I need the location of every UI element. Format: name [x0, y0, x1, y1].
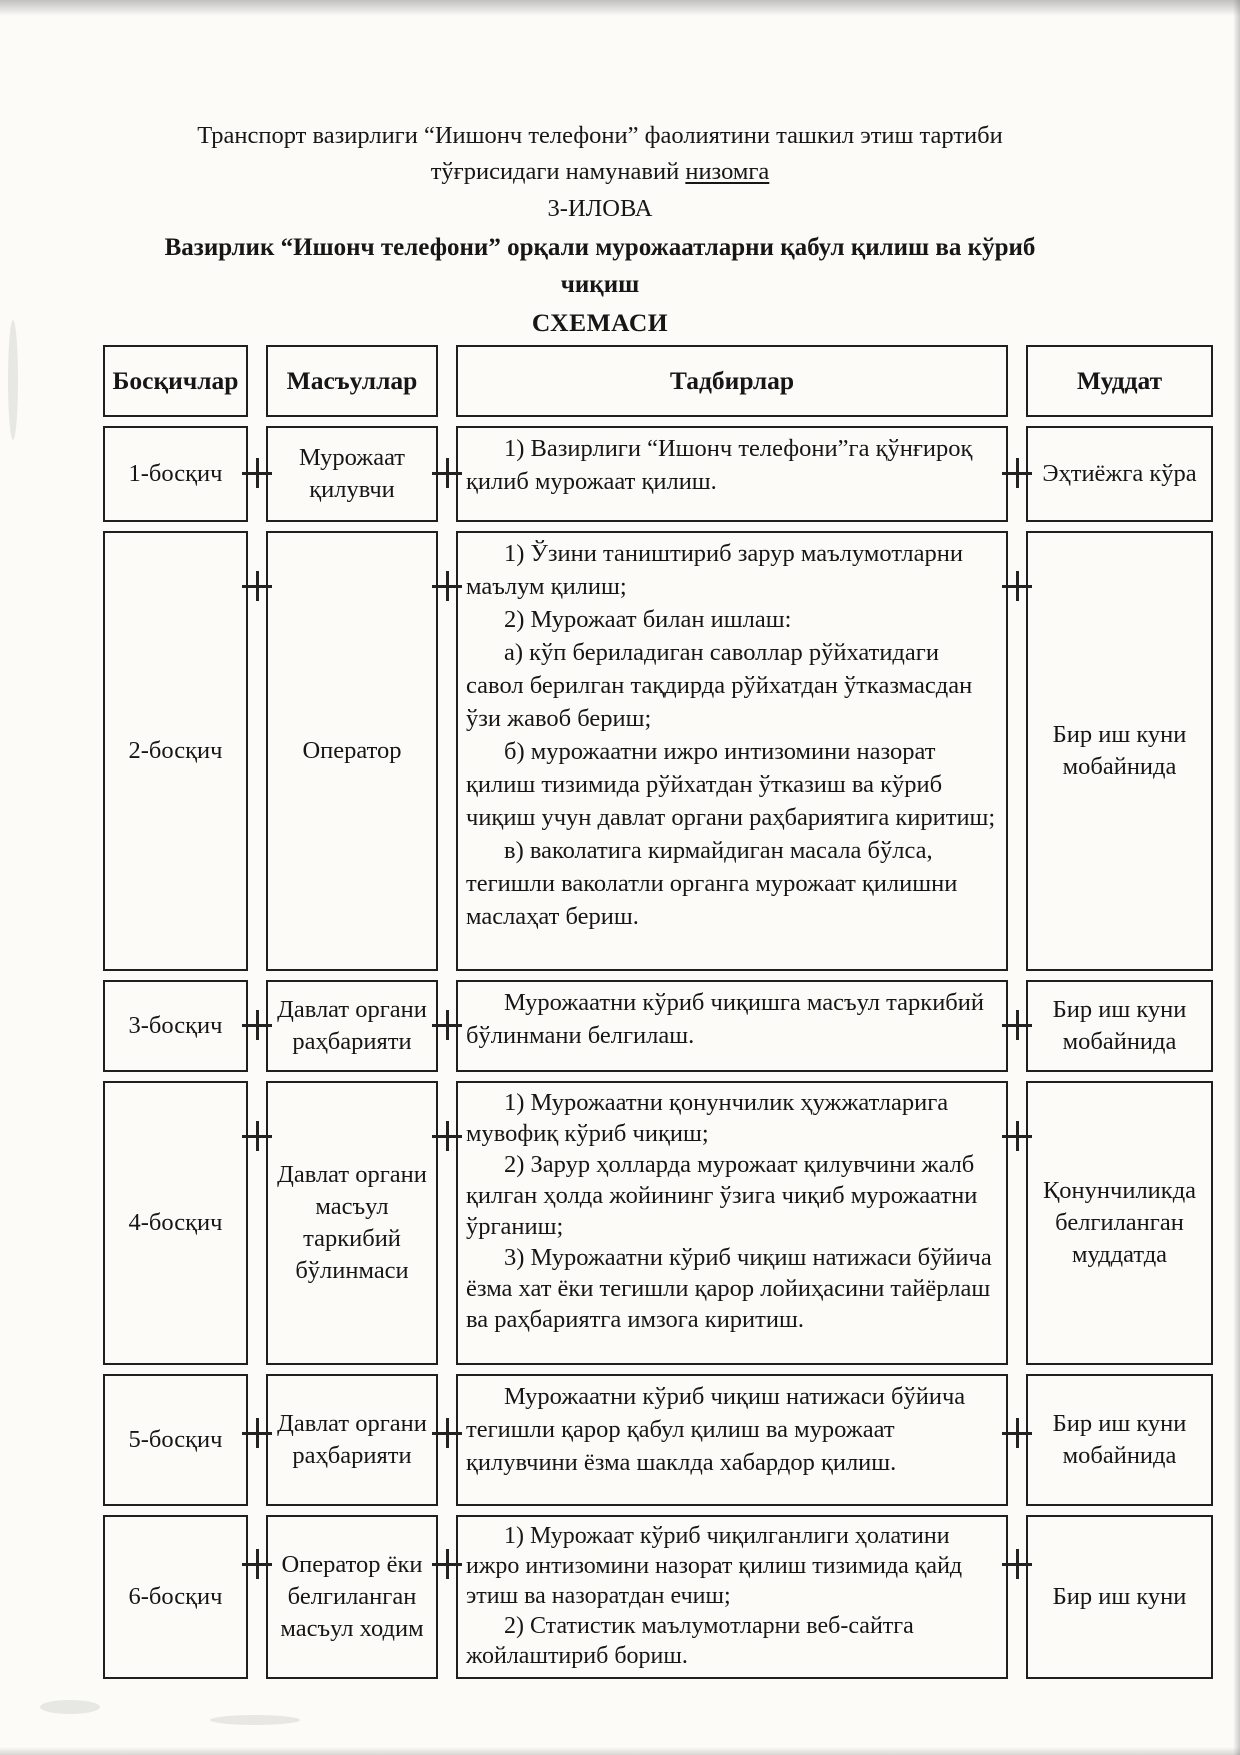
activities-cell	[456, 1081, 1008, 1365]
scan-noise	[8, 320, 18, 440]
table-row	[103, 1515, 1213, 1679]
connector-line	[1005, 1549, 1029, 1579]
activities-cell	[456, 980, 1008, 1072]
title-line-2-underlined: низомга	[685, 158, 770, 185]
connector-line	[435, 1010, 459, 1040]
activity-paragraph: 1) Вазирлиги “Ишонч телефони”га қўнғироқ қилиб мурожаат қилиш.	[466, 435, 973, 495]
connector-line	[435, 1549, 459, 1579]
activity-paragraph: 1) Мурожаат кўриб чиқилганлиги ҳолатини ижро интизомини назорат қилиш тизимида қайд этиш ва назоратдан ечиш;	[466, 1523, 963, 1609]
connector-line	[245, 1418, 269, 1448]
activity-paragraph: Мурожаатни кўриб чиқиш натижаси бўйича тегишли қарор қабул қилиш ва мурожаат қилувчини ёзма шаклда хабардор қилиш.	[466, 1383, 966, 1476]
activity-paragraph: Мурожаатни кўриб чиқишга масъул таркибий бўлинмани белгилаш.	[466, 989, 984, 1049]
schema-label: СХЕМАСИ	[531, 308, 669, 337]
activity-paragraph: 2) Мурожаат билан ишлаш:	[504, 606, 792, 633]
main-heading-line-1: Вазирлик “Ишонч телефони” орқали мурожаатларни қабул қилиш ва кўриб	[164, 234, 1036, 261]
stage-cell: 2-босқич	[103, 531, 248, 971]
main-heading	[70, 229, 1130, 303]
connector-line	[435, 1418, 459, 1448]
deadline-cell: Қонунчиликда белгиланган муддатда	[1026, 1081, 1213, 1365]
table-row	[103, 531, 1213, 971]
activity-paragraph: 1) Ўзини таништириб зарур маълумотларни маълум қилиш;	[466, 540, 963, 600]
activities-cell	[456, 426, 1008, 522]
connector-line	[245, 571, 269, 601]
title-line-1: Транспорт вазирлиги “Иишонч телефони” фаолиятини ташкил этиш тартиби	[197, 122, 1003, 149]
deadline-cell: Бир иш куни мобайнида	[1026, 1374, 1213, 1506]
deadline-cell: Эҳтиёжга кўра	[1026, 426, 1213, 522]
scan-noise	[210, 1715, 300, 1725]
document-title-block	[70, 118, 1130, 341]
stage-cell: 1-босқич	[103, 426, 248, 522]
activity-paragraph: а) кўп бериладиган саволлар рўйхатидаги савол берилган тақдирда рўйхатдан ўтказмасдан ўзи жавоб бериш;	[466, 639, 973, 732]
activities-cell	[456, 1374, 1008, 1506]
connector-line	[245, 1010, 269, 1040]
activity-paragraph: 3) Мурожаатни кўриб чиқиш натижаси бўйича ёзма хат ёки тегишли қарор лойиҳасини тайёрлаш ва раҳбариятга имзога киритиш.	[466, 1244, 992, 1333]
header-responsibles: Масъуллар	[266, 345, 438, 417]
deadline-cell: Бир иш куни	[1026, 1515, 1213, 1679]
connector-line	[435, 458, 459, 488]
stage-cell: 3-босқич	[103, 980, 248, 1072]
connector-line	[245, 1549, 269, 1579]
stage-cell: 4-босқич	[103, 1081, 248, 1365]
responsible-cell: Оператор ёки белгиланган масъул ходим	[266, 1515, 438, 1679]
responsible-cell: Давлат органи масъул таркибий бўлинмаси	[266, 1081, 438, 1365]
connector-line	[1005, 1121, 1029, 1151]
connector-line	[245, 458, 269, 488]
scheme-table	[103, 345, 1213, 1688]
annex-label: 3-ИЛОВА	[547, 195, 653, 222]
responsible-cell: Оператор	[266, 531, 438, 971]
stage-cell: 5-босқич	[103, 1374, 248, 1506]
connector-line	[435, 1121, 459, 1151]
connector-line	[435, 571, 459, 601]
responsible-cell: Давлат органи раҳбарияти	[266, 980, 438, 1072]
responsible-cell: Мурожаат қилувчи	[266, 426, 438, 522]
header-deadline: Муддат	[1026, 345, 1213, 417]
activity-paragraph: 2) Зарур ҳолларда мурожаат қилувчини жалб қилган ҳолда жойининг ўзига чиқиб мурожаатни ўрганиш;	[466, 1151, 978, 1240]
header-stages: Босқичлар	[103, 345, 248, 417]
deadline-cell: Бир иш куни мобайнида	[1026, 531, 1213, 971]
title-line-2-prefix: тўғрисидаги намунавий	[430, 158, 686, 185]
activities-cell	[456, 1515, 1008, 1679]
connector-line	[1005, 1418, 1029, 1448]
table-row	[103, 980, 1213, 1072]
scan-edge-shadow	[0, 1747, 1240, 1755]
activity-paragraph: 1) Мурожаатни қонунчилик ҳужжатларига мувофиқ кўриб чиқиш;	[466, 1089, 949, 1147]
table-row	[103, 1374, 1213, 1506]
connector-line	[1005, 458, 1029, 488]
stage-cell: 6-босқич	[103, 1515, 248, 1679]
activity-paragraph: б) мурожаатни ижро интизомини назорат қилиш тизимида рўйхатдан ўтказиш ва кўриб чиқиш учун давлат органи раҳбариятига киритиш;	[466, 738, 996, 831]
activity-paragraph: в) ваколатига кирмайдиган масала бўлса, тегишли ваколатли органга мурожаат қилишни маслаҳат бериш.	[466, 837, 958, 930]
table-row	[103, 1081, 1213, 1365]
activities-cell	[456, 531, 1008, 971]
connector-line	[1005, 1010, 1029, 1040]
table-row	[103, 426, 1213, 522]
activity-paragraph: 2) Статистик маълумотларни веб-сайтга жойлаштириб бориш.	[466, 1613, 914, 1669]
responsible-cell: Давлат органи раҳбарияти	[266, 1374, 438, 1506]
connector-line	[1005, 571, 1029, 601]
table-header-row	[103, 345, 1213, 417]
title-line-2	[70, 154, 1130, 190]
scan-noise	[40, 1700, 100, 1714]
connector-line	[245, 1121, 269, 1151]
main-heading-line-2: чиқиш	[560, 271, 640, 298]
deadline-cell: Бир иш куни мобайнида	[1026, 980, 1213, 1072]
header-activities: Тадбирлар	[456, 345, 1008, 417]
